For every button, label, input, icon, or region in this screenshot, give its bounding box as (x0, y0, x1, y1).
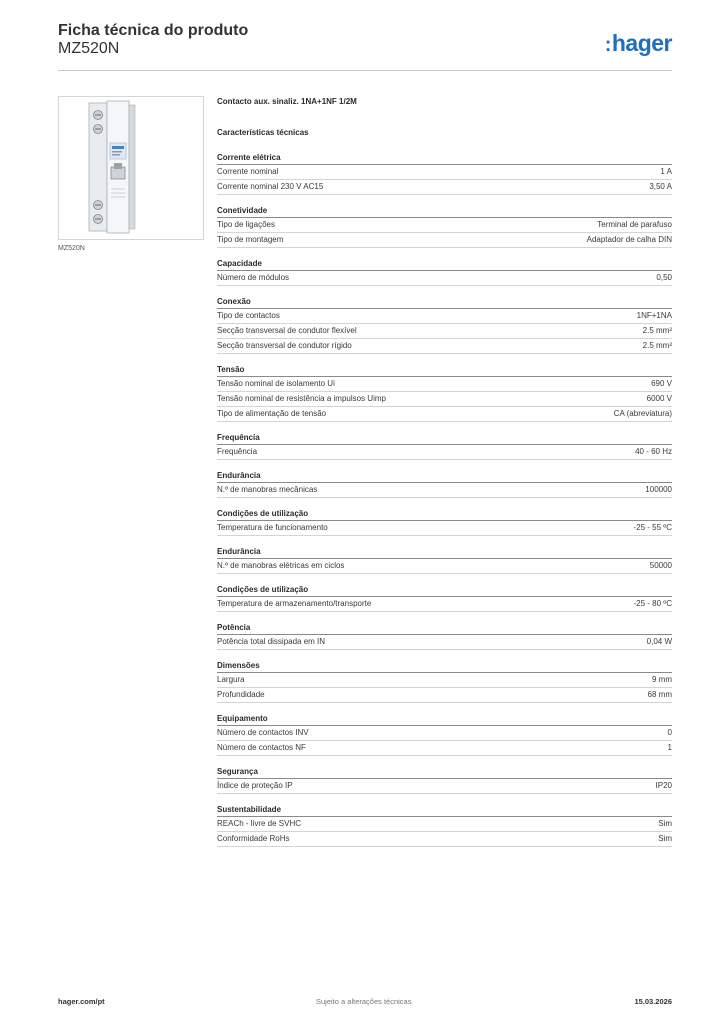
spec-content (217, 96, 672, 856)
section-title: Segurança (217, 765, 672, 779)
spec-label: Profundidade (217, 690, 265, 699)
section-title: Condições de utilização (217, 507, 672, 521)
spec-value: CA (abreviatura) (613, 409, 672, 418)
spec-row (217, 218, 672, 233)
spec-row (217, 339, 672, 354)
spec-row (217, 817, 672, 832)
spec-row (217, 165, 672, 180)
spec-value: 2.5 mm² (642, 341, 672, 350)
spec-label: N.º de manobras elétricas em ciclos (217, 561, 345, 570)
spec-label: Número de contactos INV (217, 728, 309, 737)
spec-row (217, 180, 672, 195)
spec-label: Tensão nominal de resistência a impulsos Uimp (217, 394, 386, 403)
spec-section (217, 469, 672, 498)
section-title: Corrente elétrica (217, 151, 672, 165)
logo-text: hager (611, 30, 672, 56)
section-title: Conetividade (217, 204, 672, 218)
spec-label: Secção transversal de condutor flexível (217, 326, 357, 335)
spec-section (217, 431, 672, 460)
spec-row (217, 521, 672, 536)
hager-logo: :hager (604, 30, 672, 56)
page-title: Ficha técnica do produto (58, 22, 249, 39)
image-caption: MZ520N (58, 245, 85, 252)
spec-row (217, 271, 672, 286)
product-description: Contacto aux. sinaliz. 1NA+1NF 1/2M (217, 97, 357, 106)
spec-row (217, 392, 672, 407)
spec-row (217, 377, 672, 392)
spec-section (217, 712, 672, 756)
spec-value: 1 A (660, 167, 672, 176)
spec-section (217, 151, 672, 195)
spec-row (217, 483, 672, 498)
section-title: Endurância (217, 545, 672, 559)
section-title: Endurância (217, 469, 672, 483)
spec-value: -25 - 80 ºC (633, 599, 672, 608)
spec-row (217, 309, 672, 324)
spec-label: REACh - livre de SVHC (217, 819, 302, 828)
section-title: Conexão (217, 295, 672, 309)
spec-section (217, 621, 672, 650)
spec-value: 0,04 W (646, 637, 672, 646)
spec-label: Índice de proteção IP (217, 781, 293, 790)
spec-value: 690 V (651, 379, 672, 388)
product-image (58, 96, 204, 240)
footer-website[interactable]: hager.com/pt (58, 997, 105, 1006)
spec-value: Sim (658, 834, 672, 843)
spec-value: 1NF+1NA (636, 311, 672, 320)
tech-heading: Características técnicas (217, 128, 309, 137)
spec-value: IP20 (655, 781, 672, 790)
spec-value: 2.5 mm² (642, 326, 672, 335)
section-title: Frequência (217, 431, 672, 445)
spec-section (217, 507, 672, 536)
spec-value: 50000 (649, 561, 672, 570)
spec-label: Tensão nominal de isolamento Ui (217, 379, 335, 388)
spec-section (217, 803, 672, 847)
spec-label: Corrente nominal 230 V AC15 (217, 182, 324, 191)
spec-row (217, 324, 672, 339)
spec-value: -25 - 55 ºC (633, 523, 672, 532)
spec-section (217, 659, 672, 703)
spec-label: Largura (217, 675, 245, 684)
spec-value: Terminal de parafuso (597, 220, 672, 229)
spec-label: Tipo de montagem (217, 235, 284, 244)
section-title: Equipamento (217, 712, 672, 726)
spec-value: 100000 (645, 485, 672, 494)
spec-sections (217, 151, 672, 847)
footer-note: Sujeito a alterações técnicas (316, 997, 412, 1006)
section-title: Potência (217, 621, 672, 635)
product-reference: MZ520N (58, 40, 120, 57)
spec-label: Frequência (217, 447, 258, 456)
spec-value: 1 (667, 743, 672, 752)
spec-label: Potência total dissipada em IN (217, 637, 326, 646)
spec-section (217, 363, 672, 422)
spec-value: 40 - 60 Hz (635, 447, 672, 456)
spec-label: Temperatura de armazenamento/transporte (217, 599, 372, 608)
spec-label: Tipo de contactos (217, 311, 280, 320)
spec-value: 6000 V (646, 394, 672, 403)
spec-label: Temperatura de funcionamento (217, 523, 328, 532)
spec-row (217, 445, 672, 460)
section-title: Condições de utilização (217, 583, 672, 597)
spec-row (217, 779, 672, 794)
page-header (58, 20, 672, 71)
spec-row (217, 233, 672, 248)
spec-label: Corrente nominal (217, 167, 279, 176)
section-title: Tensão (217, 363, 672, 377)
spec-value: 9 mm (652, 675, 672, 684)
spec-label: Secção transversal de condutor rígido (217, 341, 352, 350)
spec-value: 68 mm (647, 690, 672, 699)
spec-label: Tipo de alimentação de tensão (217, 409, 327, 418)
spec-label: Número de módulos (217, 273, 290, 282)
section-title: Capacidade (217, 257, 672, 271)
spec-value: Adaptador de calha DIN (586, 235, 672, 244)
spec-row (217, 726, 672, 741)
product-image-drawing (59, 97, 203, 239)
spec-row (217, 635, 672, 650)
section-title: Dimensões (217, 659, 672, 673)
spec-section (217, 204, 672, 248)
spec-section (217, 545, 672, 574)
spec-row (217, 741, 672, 756)
spec-section (217, 765, 672, 794)
spec-row (217, 673, 672, 688)
spec-label: N.º de manobras mecânicas (217, 485, 318, 494)
spec-row (217, 832, 672, 847)
spec-value: 0 (667, 728, 672, 737)
spec-value: 0,50 (656, 273, 672, 282)
spec-section (217, 583, 672, 612)
spec-section (217, 295, 672, 354)
spec-label: Número de contactos NF (217, 743, 306, 752)
spec-row (217, 597, 672, 612)
footer-date: 15.03.2026 (634, 997, 672, 1006)
spec-row (217, 688, 672, 703)
spec-row (217, 559, 672, 574)
spec-label: Conformidade RoHs (217, 834, 290, 843)
spec-value: Sim (658, 819, 672, 828)
spec-value: 3,50 A (649, 182, 672, 191)
spec-section (217, 257, 672, 286)
section-title: Sustentabilidade (217, 803, 672, 817)
spec-row (217, 407, 672, 422)
spec-label: Tipo de ligações (217, 220, 275, 229)
